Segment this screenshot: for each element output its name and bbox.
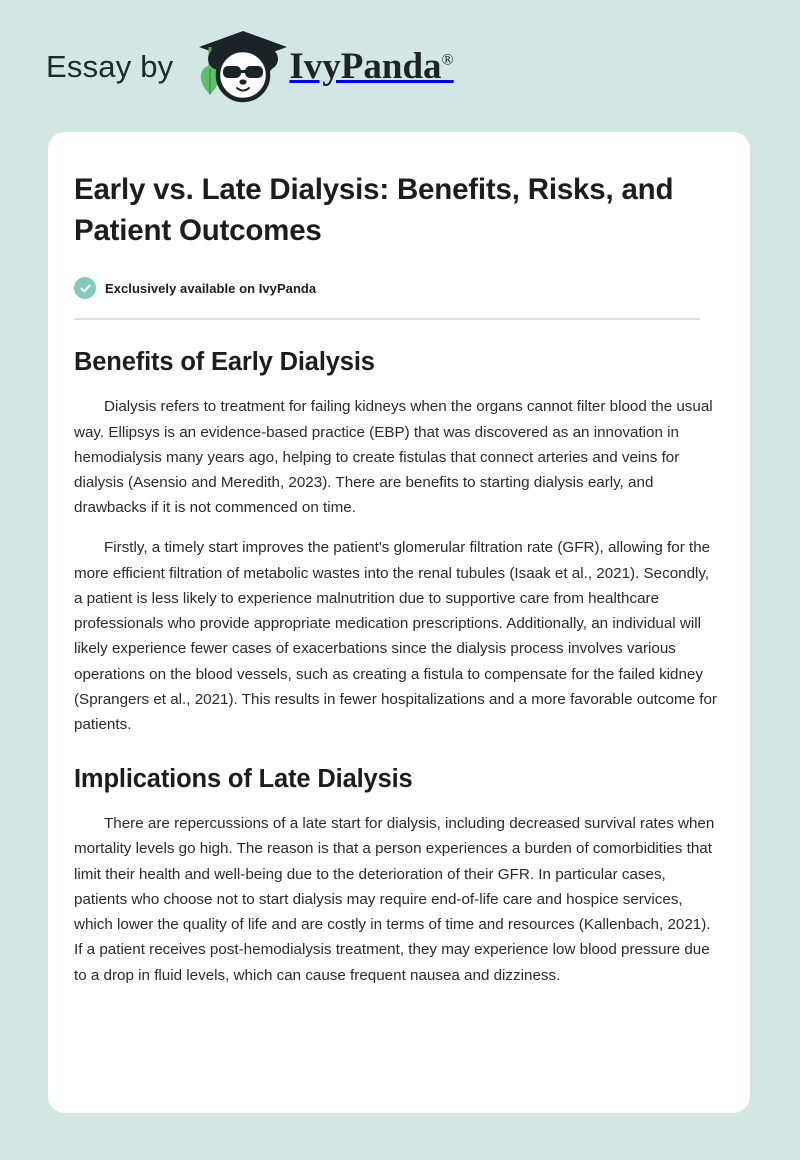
- section-heading: Implications of Late Dialysis: [74, 765, 413, 794]
- brand-name-text: IvyPanda: [289, 45, 442, 87]
- brand-wordmark: [289, 45, 454, 87]
- panda-graduate-logo-icon: [195, 29, 291, 103]
- section-paragraph: There are repercussions of a late start for dialysis, including decreased survival rates when mortality levels go high. The reason is that a person experiences a burden of comorbidities that limit their health and well-being due to the deterioration of their GFR. In particular cases, patients who choose not to start dialysis may require end-of-life care and hospice services, which lower the quality of life and are costly in terms of time and resources (Kallenbach, 2021). If a patient receives post-hemodialysis treatment, they may experience low blood pressure due to a drop in fluid levels, which can cause frequent nausea and dizziness.: [74, 815, 715, 984]
- section-paragraph: Dialysis refers to treatment for failing kidneys when the organs cannot filter blood the usual way. Ellipsys is an evidence-based practice (EBP) that was discovered as an innovation in hemodialysis many years ago, helping to create fistulas that connect arteries and veins for dialysis (Asensio and Meredith, 2023). There are benefits to starting dialysis early, and drawbacks if it is not commenced on time.: [74, 398, 713, 517]
- ivypanda-brand-link[interactable]: [195, 29, 453, 103]
- page-title: Early vs. Late Dialysis: Benefits, Risks, and Patient Outcomes: [74, 173, 674, 247]
- check-circle-icon: [74, 277, 96, 299]
- essay-card: [48, 132, 750, 1113]
- section-heading: Benefits of Early Dialysis: [74, 348, 375, 377]
- section-paragraph: Firstly, a timely start improves the patient's glomerular filtration rate (GFR), allowing for the more efficient filtration of metabolic wastes into the renal tubules (Isaak et al., 2021). Secondly, a patient is less likely to experience malnutrition due to supportive care from healthcare professionals who provide appropriate medication prescriptions. Additionally, an individual will likely experience fewer cases of exacerbations since the dialysis process involves various operations on the blood vessels, such as creating a fistula to compensate for the failed kidney (Sprangers et al., 2021). This results in fewer hospitalizations and a more favorable outcome for patients.: [74, 539, 717, 734]
- registered-trademark-symbol: ®: [441, 51, 454, 69]
- exclusivity-badge-label: Exclusively available on IvyPanda: [105, 280, 317, 296]
- section-implications-of-late-dialysis: [74, 764, 723, 988]
- masthead: [0, 0, 800, 98]
- section-benefits-of-early-dialysis: [74, 347, 723, 737]
- header-divider: [74, 318, 700, 320]
- exclusivity-badge: [74, 277, 723, 299]
- masthead-prefix-label: Essay by: [46, 48, 174, 84]
